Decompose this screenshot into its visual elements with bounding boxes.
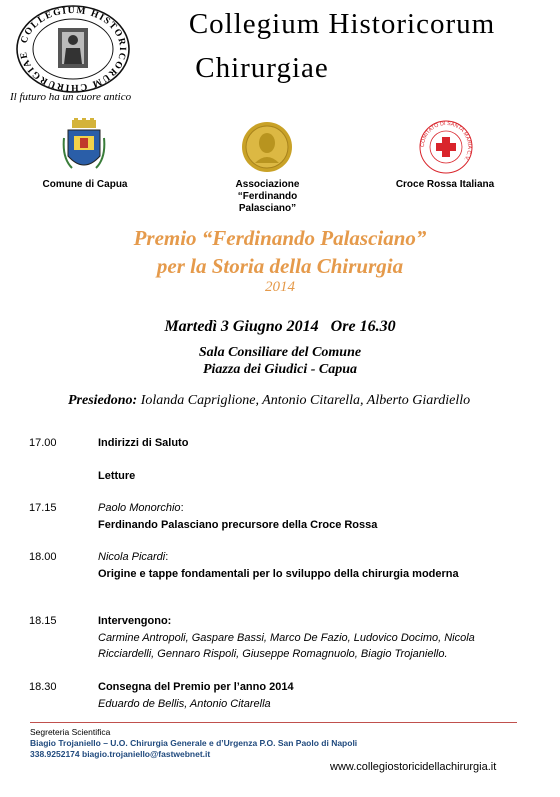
footer-contact: Biagio Trojaniello – U.O. Chirurgia Generale e d’Urgenza P.O. San Paolo di Napoli: [30, 738, 358, 748]
speakers-line2: Ricciardelli, Gennaro Rispoli, Giuseppe Romagnuolo, Biagio Trojaniello.: [98, 648, 448, 660]
speaker-name: Paolo Monorchio: [98, 502, 181, 514]
motto: Il futuro ha un cuore antico: [10, 91, 132, 103]
palasciano-medal-icon: [241, 121, 293, 173]
interventions-label: Intervengono:: [98, 615, 172, 627]
prize-year: 2014: [265, 279, 295, 295]
title-line-1: Collegium Historicorum: [188, 8, 496, 40]
capua-crest-icon: [62, 118, 106, 176]
award-title: Consegna del Premio per l’anno 2014: [98, 681, 294, 693]
event-date-time: Martedì 3 Giugno 2014 Ore 16.30: [164, 318, 396, 335]
award-presenters: Eduardo de Bellis, Antonio Citarella: [98, 698, 271, 710]
footer-secretariat-label: Segreteria Scientifica: [30, 727, 111, 737]
venue-line2: Piazza dei Giudici - Capua: [202, 362, 357, 377]
programme-item-picardi: Nicola Picardi: Origine e tappe fondamentali per lo sviluppo della chirurgia moderna: [98, 550, 538, 581]
presided-by: [68, 393, 470, 409]
time-1815: 18.15: [29, 615, 57, 627]
time-1715: 17.15: [29, 502, 57, 514]
red-cross-ring-text: COMITATO DI SANTA MARIA C.V.: [419, 120, 473, 162]
programme-item-award: [98, 680, 538, 711]
time-1830: 18.30: [29, 681, 57, 693]
capua-caption: Comune di Capua: [42, 179, 128, 190]
footer-phone-email[interactable]: 338.9252174 biagio.trojaniello@fastwebnet.it: [30, 749, 211, 759]
speaker-name: Nicola Picardi: [98, 551, 166, 563]
association-caption-line1: Associazione: [235, 179, 300, 190]
time-1700: 17.00: [29, 437, 57, 449]
programme-item-readings: Letture: [98, 470, 136, 482]
title-line-2: Chirurgiae: [195, 52, 329, 84]
presided-label: Presiedono:: [68, 393, 138, 408]
red-cross-caption: Croce Rossa Italiana: [395, 179, 495, 190]
red-cross-logo: [418, 119, 474, 180]
red-cross-icon: [418, 119, 474, 175]
presided-names: Iolanda Capriglione, Antonio Citarella, Alberto Giardiello: [140, 393, 471, 408]
prize-title-line1: Premio “Ferdinando Palasciano”: [133, 226, 427, 250]
capua-crest: [62, 118, 106, 181]
collegium-seal-icon: [14, 4, 132, 94]
programme-item-monorchio: Paolo Monorchio: Ferdinando Palasciano precursore della Croce Rossa: [98, 501, 538, 532]
prize-title-line2: per la Storia della Chirurgia: [156, 254, 404, 278]
programme-item-greetings: Indirizzi di Saluto: [98, 437, 189, 449]
venue-line1: Sala Consiliare del Comune: [198, 345, 362, 360]
speakers-line1: Carmine Antropoli, Gaspare Bassi, Marco De Fazio, Ludovico Docimo, Nicola: [98, 632, 475, 644]
seal-ring-text: COLLEGIUM HISTORICORUM CHIRURGIAE: [18, 5, 128, 93]
palasciano-medal: [241, 121, 293, 178]
lecture-title: Ferdinando Palasciano precursore della Croce Rossa: [98, 519, 378, 531]
programme-item-speakers: [98, 614, 538, 661]
time-1800: 18.00: [29, 551, 57, 563]
lecture-title: Origine e tappe fondamentali per lo sviluppo della chirurgia moderna: [98, 568, 459, 580]
website-link[interactable]: www.collegiostoricidellachirurgia.it: [330, 761, 497, 773]
association-caption-line2: “Ferdinando Palasciano”: [237, 191, 298, 214]
footer-divider: [30, 722, 517, 723]
